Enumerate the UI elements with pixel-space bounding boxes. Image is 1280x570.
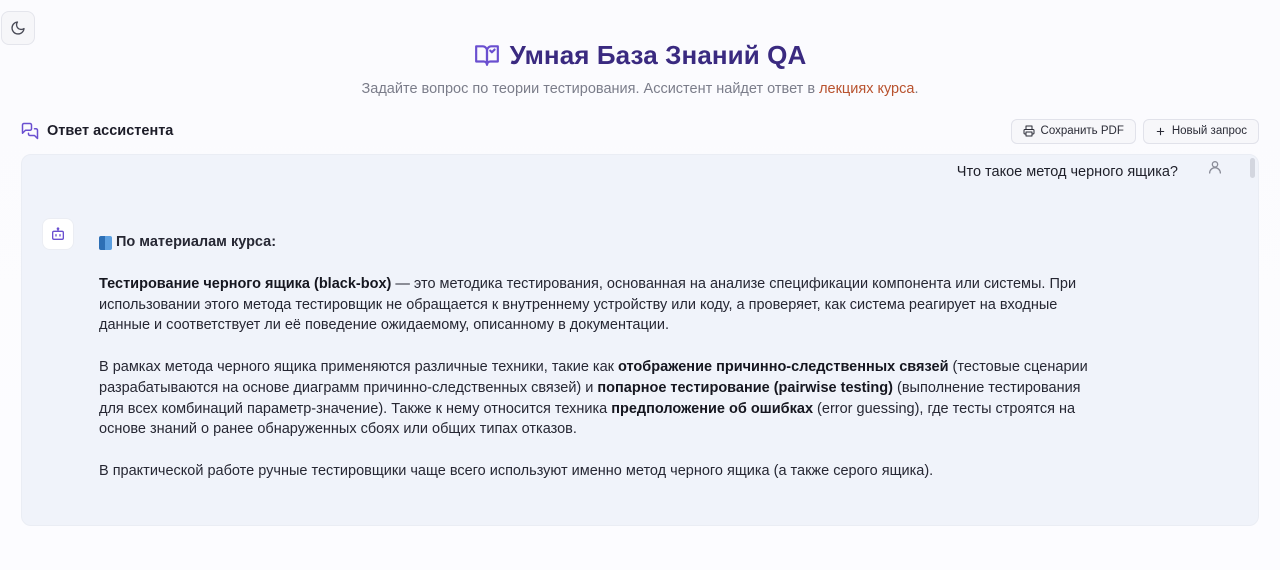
user-icon [1207,158,1223,176]
new-request-label: Новый запрос [1171,125,1247,137]
save-pdf-button[interactable] [1011,119,1136,144]
title-row [0,38,1280,72]
p2-text-3: (выполнение тестирования для всех комбинаций параметр-значение). Также к нему относится техника [99,379,1081,417]
user-question: Что такое метод черного ящика? [956,164,1178,180]
moon-icon [10,20,26,36]
bot-icon [50,226,66,242]
term-cause-effect: отображение причинно-следственных связей [618,358,949,375]
book-open-icon [474,42,500,68]
blue-book-icon [99,236,112,250]
new-request-button[interactable] [1143,119,1259,144]
page-title: Умная База Знаний QA [509,39,807,70]
page-header [0,38,1280,97]
section-title-label: Ответ ассистента [47,123,174,139]
term-pairwise: попарное тестирование (pairwise testing) [597,379,893,396]
bot-avatar [42,218,74,250]
term-black-box: Тестирование черного ящика (black-box) [99,275,392,292]
p2-text-4: (error guessing), где тесты строятся на основе знаний о ранее обнаруженных сбоях или общих типах отказов. [99,400,1076,438]
subtitle-suffix: . [914,81,919,97]
answer-paragraph-2 [99,357,1099,440]
p2-text-2: (тестовые сценарии разрабатываются на основе диаграмм причинно-следственных связей) и [99,358,1088,396]
section-title [21,122,173,140]
p2-text-1: В рамках метода черного ящика применяются различные техники, такие как [99,358,619,375]
chat-scrollbar[interactable] [1250,158,1255,178]
printer-icon [1023,125,1035,137]
plus-icon [1155,126,1166,137]
course-lectures-link[interactable]: лекциях курса [819,81,915,97]
answer-paragraph-1 [99,274,1099,336]
chat-panel[interactable] [21,154,1259,526]
section-actions [1011,119,1259,144]
chat-bubbles-icon [21,122,39,140]
assistant-answer [99,232,1099,503]
answer-paragraph-3: В практической работе ручные тестировщики чаще всего используют именно метод черного ящика (а также серого ящика). [99,462,934,479]
subtitle-text: Задайте вопрос по теории тестирования. Ассистент найдет ответ в [361,81,820,97]
answer-heading-text: По материалам курса: [116,234,277,250]
save-pdf-label: Сохранить PDF [1040,125,1124,137]
answer-section-header [21,118,1259,144]
answer-heading [99,232,1099,253]
term-error-guessing: предположение об ошибках [611,400,814,417]
page-subtitle [0,81,1280,97]
p1-text: — это методика тестирования, основанная на анализе спецификации компонента или системы. При использовании этого метода тестировщик не обращается к внутреннему устройству или коду, а проверяет, как система реагирует на входные данные и соответствует ли её поведение ожидаемому, описанному в документации. [99,275,1077,334]
